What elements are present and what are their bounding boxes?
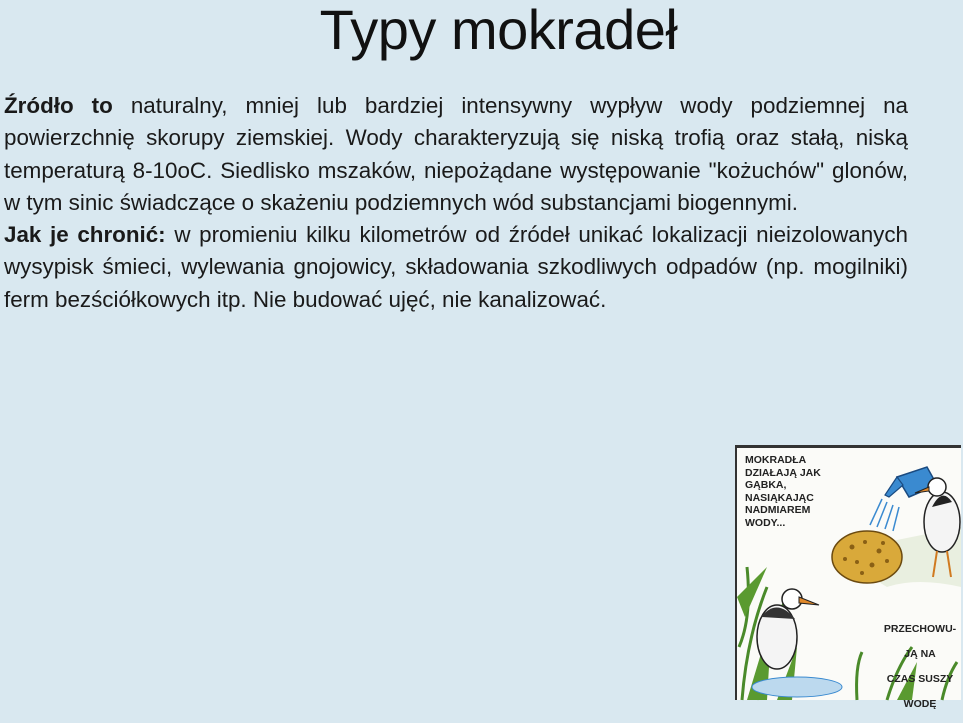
paragraph-lead: Jak je chronić:: [4, 222, 166, 248]
paragraph-source: [4, 90, 908, 219]
bubble-line: GĄBKA,: [745, 479, 787, 491]
bubble-line: DZIAŁAJĄ JAK: [745, 466, 821, 479]
bubble-line: JĄ NA: [904, 647, 936, 660]
paragraph-body: naturalny, mniej lub bardziej intensywny wypływ wody podziemnej na powierzchnię skorupy ziemskiej. Wody charakteryzują się niską trofią oraz stałą, niską temperaturą 8-10oC. Siedlisko mszaków, niepożądane występowanie "kożuchów" glonów, w tym sinic świadczące o skażeniu podziemnych wód substancjami biogennymi.: [4, 93, 908, 215]
speech-bubble-top: [740, 451, 832, 542]
paragraph-lead: Źródło to: [4, 93, 113, 118]
paragraph-protection: [4, 219, 908, 316]
bubble-line: WODY...: [745, 516, 786, 529]
comic-illustration: [735, 445, 961, 710]
paragraph-body: w promieniu kilku kilometrów od źródeł unikać lokalizacji nieizolowanych wysypisk śmieci, wylewania gnojowicy, składowania szkodliwych odpadów (np. mogilniki) ferm bezściółkowych itp. Nie budować ujęć, nie kanalizować.: [4, 222, 909, 312]
bubble-line: WODĘ: [903, 697, 937, 710]
bubble-line: PRZECHOWU-: [883, 622, 957, 635]
bubble-line: CZAS SUSZY: [886, 672, 954, 685]
body-text: [4, 90, 908, 316]
page-title: Typy mokradeł: [319, 0, 678, 61]
bubble-line: MOKRADŁA: [745, 454, 807, 466]
bubble-line: NASIĄKAJĄC: [745, 491, 814, 504]
speech-bubble-bottom: [877, 607, 963, 710]
bubble-line: NADMIAREM: [745, 504, 811, 516]
